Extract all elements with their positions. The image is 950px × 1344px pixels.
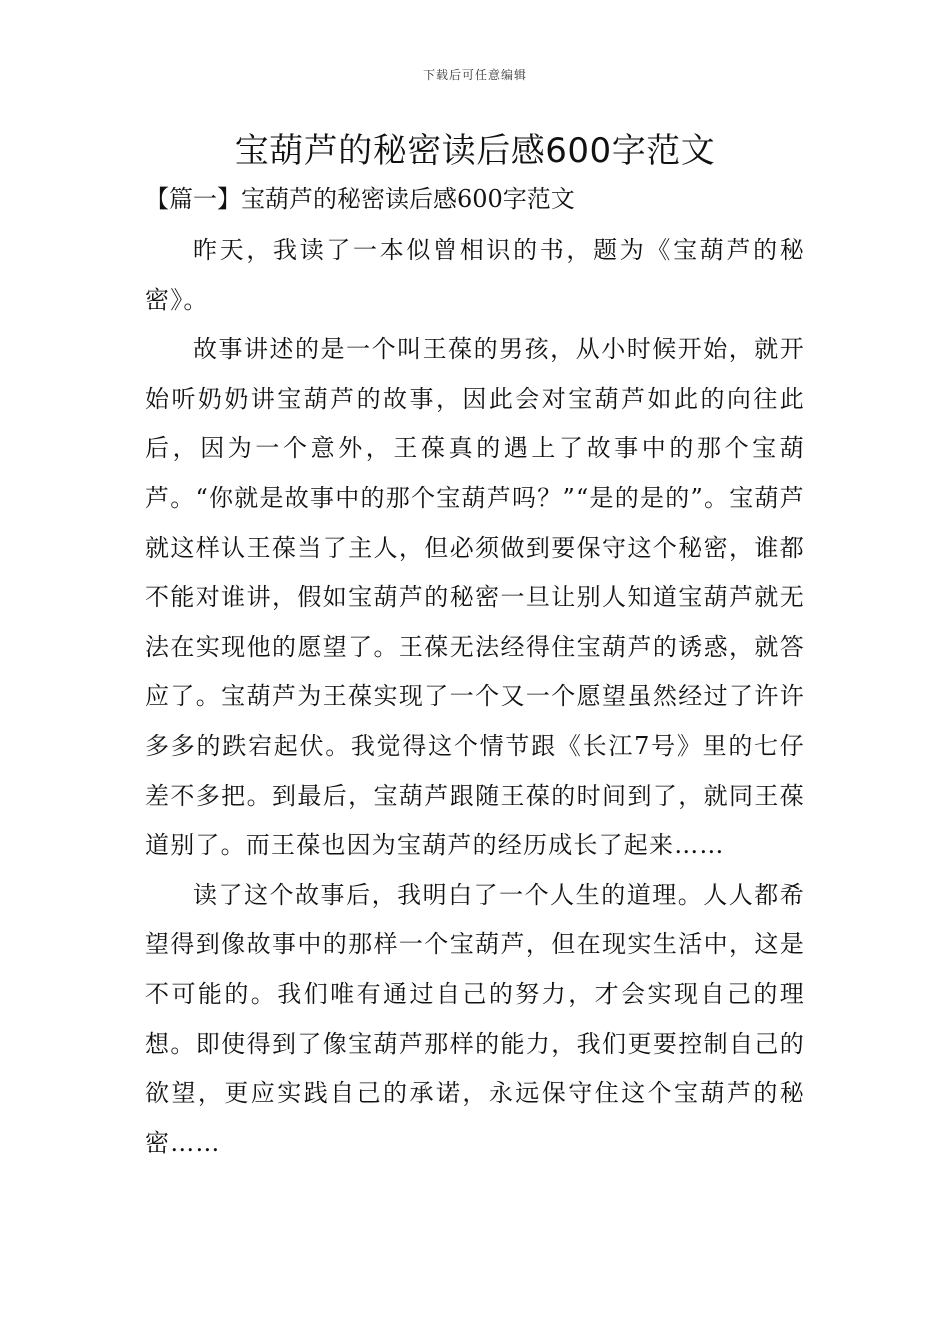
page-header-note: 下载后可任意编辑 bbox=[422, 68, 527, 82]
paragraph: 故事讲述的是一个叫王葆的男孩，从小时候开始，就开始听奶奶讲宝葫芦的故事，因此会对宝葫芦如此的向往此后，因为一个意外，王葆真的遇上了故事中的那个宝葫芦。“你就是故事中的那个宝葫芦吗？”“是的是的”。宝葫芦就这样认王葆当了主人，但必须做到要保守这个秘密，谁都不能对谁讲，假如宝葫芦的秘密一旦让别人知道宝葫芦就无法在实现他的愿望了。王葆无法经得住宝葫芦的诱惑，就答应了。宝葫芦为王葆实现了一个又一个愿望虽然经过了许许多多的跌宕起伏。我觉得这个情节跟《长江7号》里的七仔差不多把。到最后，宝葫芦跟随王葆的时间到了，就同王葆道别了。而王葆也因为宝葫芦的经历成长了起来…… bbox=[145, 335, 805, 860]
paragraph: 昨天，我读了一本似曾相识的书，题为《宝葫芦的秘密》。 bbox=[145, 236, 805, 314]
document-body bbox=[145, 226, 805, 1168]
paragraph: 读了这个故事后，我明白了一个人生的道理。人人都希望得到像故事中的那样一个宝葫芦，但在现实生活中，这是不可能的。我们唯有通过自己的努力，才会实现自己的理想。即使得到了像宝葫芦那样的能力，我们更要控制自己的欲望，更应实践自己的承诺，永远保守住这个宝葫芦的秘密…… bbox=[145, 880, 805, 1157]
document-title: 宝葫芦的秘密读后感600字范文 bbox=[234, 131, 716, 171]
section-heading: 【篇一】宝葫芦的秘密读后感600字范文 bbox=[145, 185, 575, 213]
